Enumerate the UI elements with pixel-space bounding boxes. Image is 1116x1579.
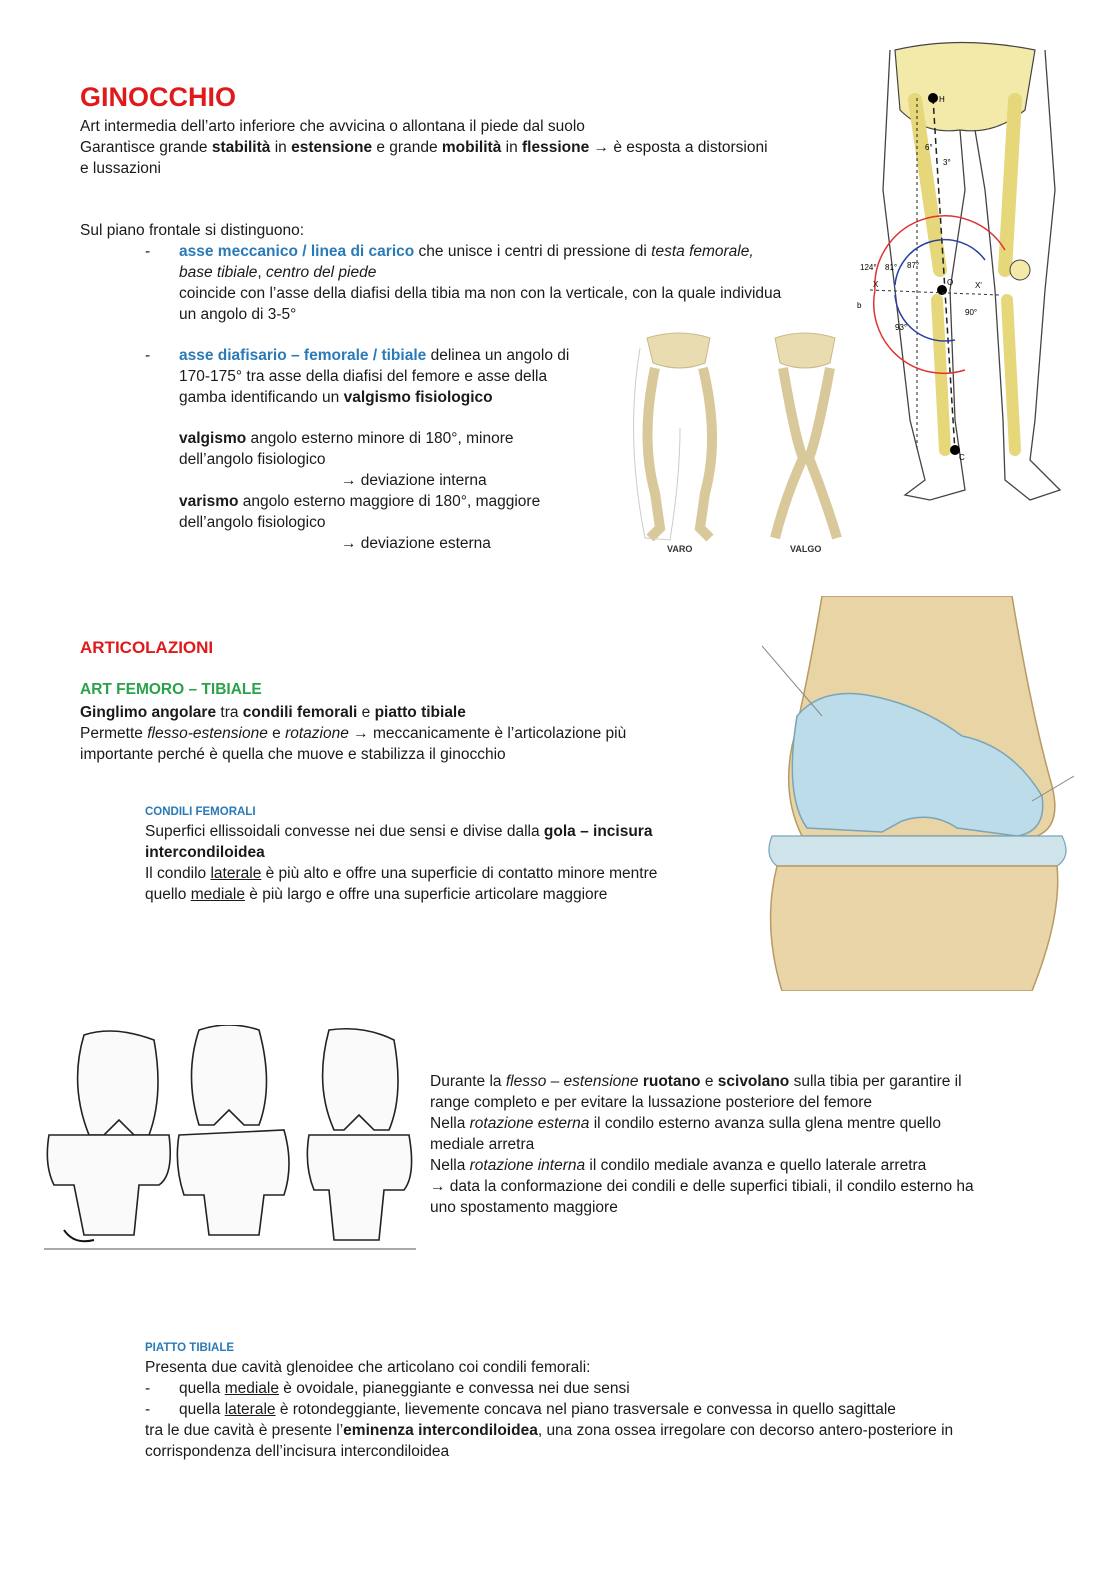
bullet-asse-diafisario: - asse diafisario – femorale / tibiale delinea un angolo di 170-175° tra asse della diafisi del femore e asse della gamba identificando un valgismo fisiologico: [145, 347, 570, 406]
knee-cartilage-figure: [762, 596, 1074, 991]
intro-block: [80, 116, 840, 179]
point-label: H: [939, 95, 945, 104]
angle-label: 90°: [965, 308, 978, 317]
piatto-bullets: - quella mediale è ovoidale, pianeggiante e convessa nei due sensi - quella laterale è rotondeggiante, lievemente concava nel piano trasversale e convessa in quello sagittale: [145, 1380, 896, 1418]
point-label: X': [975, 281, 982, 290]
bullet-dash: -: [145, 347, 151, 364]
point-label: X: [873, 280, 879, 289]
knee-rotation-figure: [44, 1025, 416, 1255]
point-label: C: [959, 453, 965, 462]
intro-line-1: Art intermedia dell’arto inferiore che avvicina o allontana il piede dal suolo: [80, 118, 585, 135]
point-label: O: [947, 278, 954, 287]
intro-line-3: e lussazioni: [80, 160, 161, 177]
piatto-eminenza: tra le due cavità è presente l’eminenza intercondiloidea, una zona ossea irregolare con decorso antero-posteriore in corrispondenza dell’incisura intercondiloidea: [145, 1422, 954, 1460]
angle-label: 81°: [885, 263, 898, 272]
piatto-intro: Presenta due cavità glenoidee che articolano coi condili femorali:: [145, 1359, 591, 1376]
intro-line-2: Garantisce grande stabilità in estensione e grande mobilità in flessione → è esposta a distorsioni: [80, 139, 768, 156]
angle-label: 124°: [860, 263, 877, 272]
femoro-tibiale-text: Ginglimo angolare tra condili femorali e piatto tibiale Permette flesso-estensione e rotazione → meccanicamente è l’articolazione più importante perché è quella che muove e stabilizza il ginocchio: [80, 704, 627, 763]
valgo-label: VALGO: [790, 544, 822, 554]
angle-label: 93°: [895, 323, 908, 332]
bullet-dash: -: [145, 243, 151, 260]
condili-text: Superfici ellissoidali convesse nei due sensi e divise dalla gola – incisura intercondiloidea Il condilo laterale è più alto e offre una superficie di contatto minore mentre quello mediale è più largo e offre una superficie articolare maggiore: [145, 823, 658, 903]
varo-label: VARO: [667, 544, 693, 554]
rotazione-text: Durante la flesso – estensione ruotano e scivolano sulla tibia per garantire il range completo e per evitare la lussazione posteriore del femore Nella rotazione esterna il condilo esterno avanza sulla glena mentre quello mediale arretra Nella rotazione interna il condilo mediale avanza e quello laterale arretra → data la conformazione dei condili e delle superfici tibiali, il condilo esterno ha uno spostamento maggiore: [430, 1073, 974, 1216]
varo-valgo-figure: [625, 328, 855, 560]
page-title: GINOCCHIO: [80, 82, 237, 112]
valgismo-block: valgismo angolo esterno minore di 180°, minore dell’angolo fisiologico → deviazione interna varismo angolo esterno maggiore di 180°, maggiore dell’angolo fisiologico → deviazione esterna: [179, 430, 541, 552]
piatto-heading: PIATTO TIBIALE: [145, 1342, 235, 1354]
angle-label: 6°: [925, 143, 933, 152]
frontal-heading: Sul piano frontale si distinguono:: [80, 222, 305, 239]
bullet-asse-meccanico: - asse meccanico / linea di carico che unisce i centri di pressione di testa femorale, base tibiale, centro del piede coincide con l’asse della diafisi della tibia ma non con la verticale, con la quale individua un angolo di 3-5°: [145, 243, 782, 323]
point-label: b: [857, 301, 862, 310]
angle-label: 3°: [943, 158, 951, 167]
subsection-femoro-tibiale: ART FEMORO – TIBIALE: [80, 681, 262, 698]
angle-label: 87°: [907, 261, 920, 270]
section-articolazioni: ARTICOLAZIONI: [80, 638, 214, 657]
leg-axes-figure: [855, 40, 1070, 510]
condili-heading: CONDILI FEMORALI: [145, 806, 256, 818]
